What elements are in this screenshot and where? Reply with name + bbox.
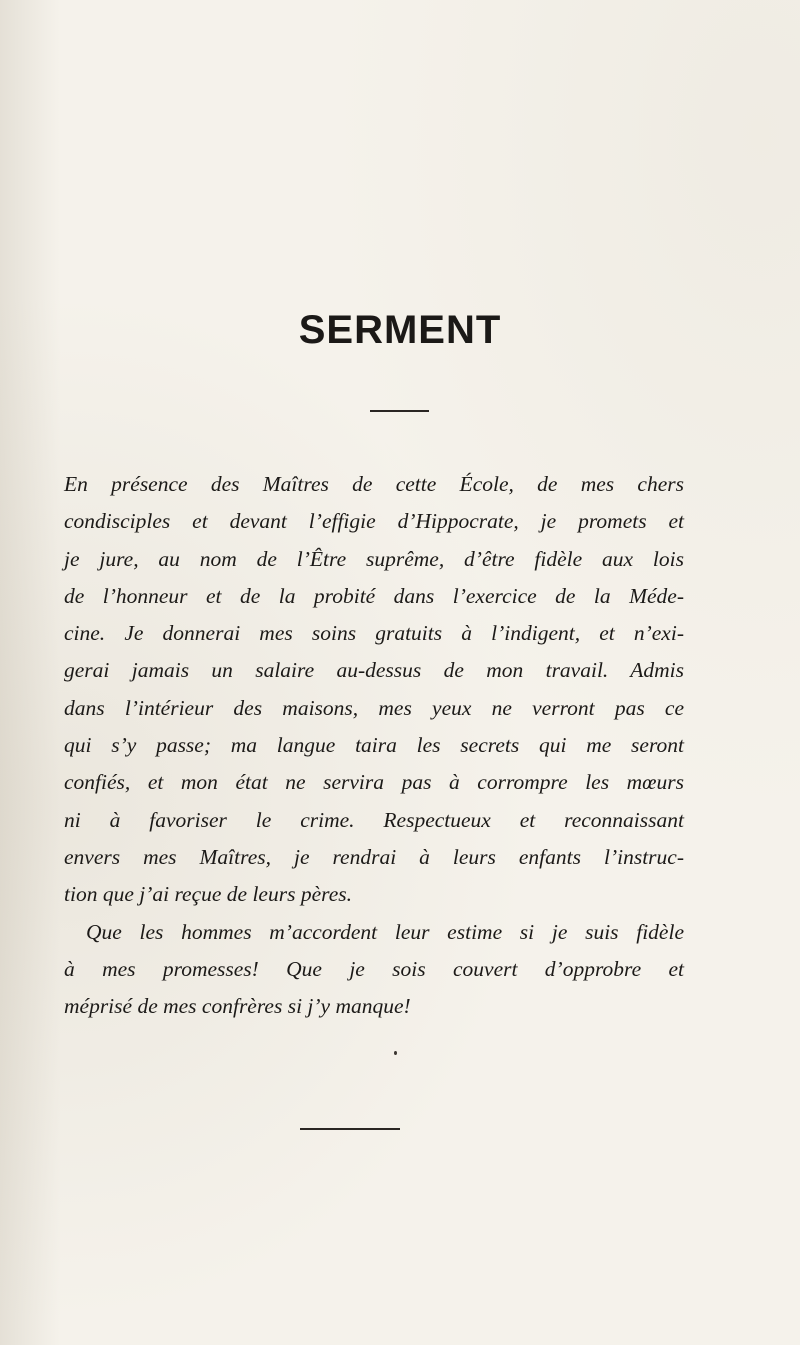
closing-divider: [300, 1128, 400, 1130]
oath-text: [64, 466, 684, 1025]
text-line: à mes promesses! Que je sois couvert d’opprobre et: [64, 956, 684, 981]
title-divider: [370, 410, 429, 412]
text-line: qui s’y passe; ma langue taira les secrets qui me seront: [64, 733, 684, 758]
text-line: condisciples et devant l’effigie d’Hippocrate, je promets et: [64, 509, 684, 534]
text-line: dans l’intérieur des maisons, mes yeux ne verront pas ce: [64, 695, 684, 720]
text-line: confiés, et mon état ne servira pas à corrompre les mœurs: [64, 770, 684, 795]
text-line: de l’honneur et de la probité dans l’exercice de la Méde-: [64, 583, 684, 608]
text-line: je jure, au nom de l’Être suprême, d’être fidèle aux lois: [64, 546, 684, 571]
oath-title: SERMENT: [298, 308, 502, 352]
text-line: En présence des Maîtres de cette École, de mes chers: [64, 472, 684, 496]
page-edge-shadow: [0, 0, 60, 1345]
text-line: cine. Je donnerai mes soins gratuits à l’indigent, et n’exi-: [64, 621, 684, 646]
text-line: ni à favoriser le crime. Respectueux et reconnaissant: [64, 807, 684, 832]
text-line: Que les hommes m’accordent leur estime si je suis fidèle: [86, 919, 684, 944]
text-line: tion que j’ai reçue de leurs pères.: [64, 882, 352, 907]
ink-speck: [394, 1051, 397, 1055]
text-line: envers mes Maîtres, je rendrai à leurs enfants l’instruc-: [64, 844, 684, 869]
text-line: gerai jamais un salaire au-dessus de mon travail. Admis: [64, 658, 684, 683]
text-line: méprisé de mes confrères si j’y manque!: [64, 994, 411, 1019]
